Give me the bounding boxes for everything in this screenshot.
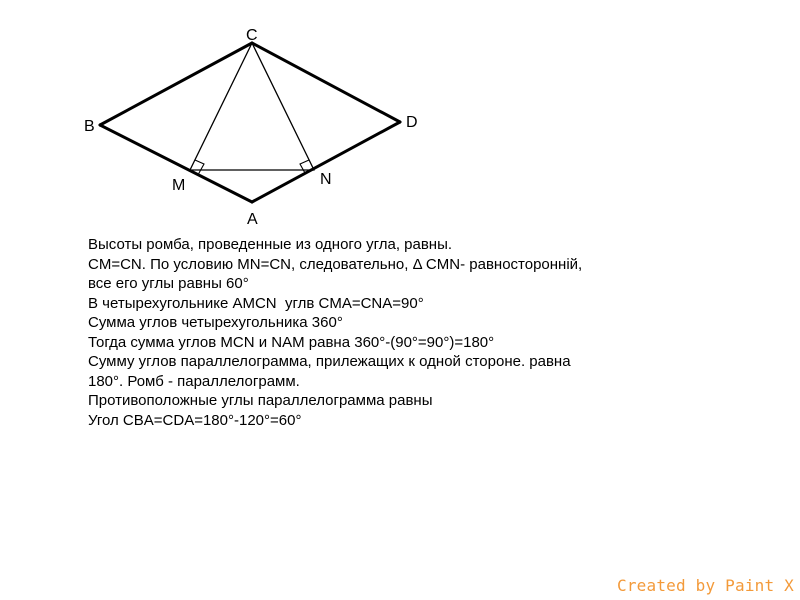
label-point-a: A xyxy=(247,211,258,228)
solution-line: CM=CN. По условию MN=CN, следовательно, Δ CMN- равносторонній, xyxy=(88,255,583,273)
altitude-cm xyxy=(190,43,252,170)
solution-line: Сумма углов четырехугольника 360° xyxy=(88,314,343,331)
side-bc xyxy=(100,43,252,125)
solution-line: Высоты ромба, проведенные из одного угла, равны. xyxy=(88,236,453,253)
solution-line: 180°. Ромб - параллелограмм. xyxy=(88,372,300,390)
label-point-c: C xyxy=(246,27,258,44)
altitude-cn xyxy=(252,43,314,170)
solution-line: Сумму углов параллелограмма, прилежащих к одной стороне. равна xyxy=(88,353,571,370)
solution-line: все его углы равны 60° xyxy=(88,275,249,292)
side-da xyxy=(252,122,400,202)
solution-line: Угол CBA=CDA=180°-120°=60° xyxy=(88,411,302,429)
watermark-text: Created by Paint X xyxy=(617,576,794,595)
solution-line: Противоположные углы параллелограмма равны xyxy=(88,392,433,409)
label-point-m: M xyxy=(172,177,186,194)
label-point-b: B xyxy=(84,118,95,135)
label-point-d: D xyxy=(406,114,418,131)
solution-line: В четырехугольнике AMCN углв CMA=CNA=90° xyxy=(88,294,424,312)
right-angle-marker-m xyxy=(195,160,204,173)
solution-line: Тогда сумма углов MCN и NAM равна 360°-(90°=90°)=180° xyxy=(88,333,495,351)
side-cd xyxy=(252,43,400,122)
label-point-n: N xyxy=(320,171,332,188)
solution-text xyxy=(88,235,648,430)
